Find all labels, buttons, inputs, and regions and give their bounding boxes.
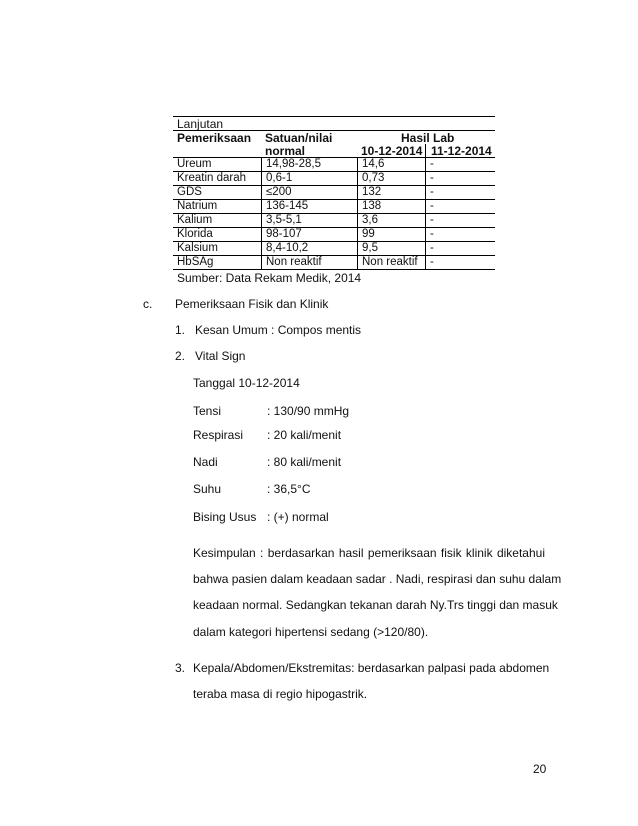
section-c-title: Pemeriksaan Fisik dan Klinik — [175, 297, 329, 311]
item-3-marker: 3. — [175, 661, 186, 675]
table-row — [173, 172, 495, 186]
cell-result-2: - — [425, 158, 495, 171]
table-row — [173, 242, 495, 256]
cell-result-1: 0,73 — [357, 172, 425, 185]
table-caption: Lanjutan — [177, 117, 224, 131]
vital-value: : 36,5°C — [267, 482, 311, 496]
cell-result-2: - — [425, 186, 495, 199]
cell-pemeriksaan: Kreatin darah — [177, 172, 247, 184]
cell-result-2: - — [425, 214, 495, 227]
vital-label: Nadi — [193, 455, 218, 469]
table-row — [173, 158, 495, 172]
cell-result-1: Non reaktif — [357, 256, 425, 269]
cell-pemeriksaan: Kalsium — [177, 242, 218, 254]
table-row — [173, 228, 495, 242]
header-pemeriksaan: Pemeriksaan — [177, 131, 252, 145]
cell-pemeriksaan: Ureum — [177, 158, 212, 170]
vital-value: : 130/90 mmHg — [267, 404, 350, 418]
cell-result-2: - — [425, 228, 495, 241]
conclusion-line: bahwa pasien dalam keadaan sadar . Nadi, respirasi dan suhu dalam — [193, 572, 562, 586]
header-date-1: 10-12-2014 — [361, 144, 423, 158]
table-row — [173, 256, 495, 270]
cell-satuan: 14,98-28,5 — [261, 158, 357, 171]
item-3-line: teraba masa di regio hipogastrik. — [193, 687, 368, 701]
table-source: Sumber: Data Rekam Medik, 2014 — [177, 271, 362, 285]
table-row — [173, 186, 495, 200]
table-row — [173, 200, 495, 214]
cell-pemeriksaan: GDS — [177, 186, 202, 198]
cell-result-1: 138 — [357, 200, 425, 213]
conclusion-line: Kesimpulan : berdasarkan hasil pemeriksaan fisik klinik diketahui — [193, 546, 545, 560]
cell-satuan: 8,4-10,2 — [261, 242, 357, 255]
cell-result-1: 14,6 — [357, 158, 425, 171]
item-3-line: Kepala/Abdomen/Ekstremitas: berdasarkan palpasi pada abdomen — [193, 661, 550, 675]
cell-satuan: 3,5-5,1 — [261, 214, 357, 227]
cell-result-1: 132 — [357, 186, 425, 199]
cell-satuan: 136-145 — [261, 200, 357, 213]
item-2-marker: 2. — [175, 349, 186, 363]
header-date-divider — [425, 144, 426, 157]
cell-pemeriksaan: Natrium — [177, 200, 218, 212]
cell-result-2: - — [425, 242, 495, 255]
cell-satuan: 98-107 — [261, 228, 357, 241]
cell-result-2: - — [425, 200, 495, 213]
vital-label: Suhu — [193, 482, 222, 496]
header-hasil-lab: Hasil Lab — [401, 131, 455, 145]
cell-satuan: 0,6-1 — [261, 172, 357, 185]
header-satuan-line2: normal — [265, 144, 306, 158]
vital-value: : 20 kali/menit — [267, 428, 342, 442]
conclusion-line: dalam kategori hipertensi sedang (>120/80). — [193, 625, 429, 639]
header-date-2: 11-12-2014 — [431, 144, 492, 158]
item-2-text: Vital Sign — [195, 349, 246, 363]
cell-satuan: Non reaktif — [261, 256, 357, 269]
cell-result-1: 3,6 — [357, 214, 425, 227]
vital-value: : (+) normal — [267, 510, 329, 524]
item-1-marker: 1. — [175, 323, 186, 337]
cell-satuan: ≤200 — [261, 186, 357, 199]
cell-pemeriksaan: Klorida — [177, 228, 213, 240]
vital-label: Respirasi — [193, 428, 244, 442]
vital-date: Tanggal 10-12-2014 — [193, 376, 300, 390]
header-satuan-line1: Satuan/nilai — [265, 131, 333, 145]
vital-label: Tensi — [193, 404, 222, 418]
vital-value: : 80 kali/menit — [267, 455, 342, 469]
page-number: 20 — [533, 762, 547, 776]
cell-result-1: 9,5 — [357, 242, 425, 255]
section-c-marker: c. — [143, 297, 153, 311]
vital-label: Bising Usus — [193, 510, 257, 524]
cell-result-2: - — [425, 256, 495, 269]
cell-result-1: 99 — [357, 228, 425, 241]
conclusion-line: keadaan normal. Sedangkan tekanan darah Ny.Trs tinggi dan masuk — [193, 598, 558, 612]
table-row — [173, 214, 495, 228]
cell-pemeriksaan: Kalium — [177, 214, 213, 226]
cell-pemeriksaan: HbSAg — [177, 256, 214, 268]
item-1-text: Kesan Umum : Compos mentis — [195, 323, 362, 337]
cell-result-2: - — [425, 172, 495, 185]
